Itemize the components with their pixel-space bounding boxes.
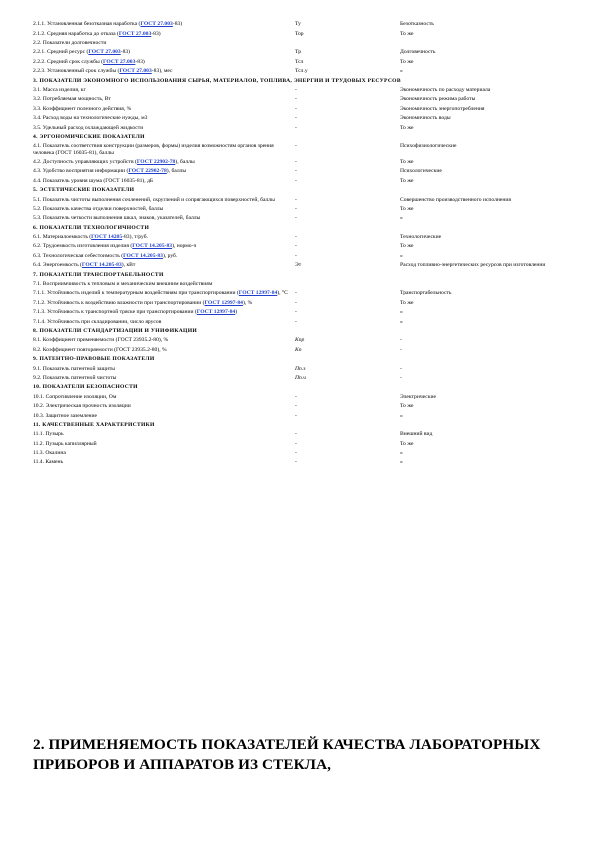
table-row (33, 205, 563, 214)
indicator-symbol: - (295, 96, 297, 103)
indicator-symbol: - (295, 215, 297, 222)
property-characteristic: Психологические (400, 168, 442, 175)
table-row (33, 167, 563, 176)
indicator-text: 11.2. Пузырь капиллярный (33, 440, 97, 447)
table-row (33, 392, 563, 401)
indicator-text: 3.3. Коэффициент полезного действия, % (33, 105, 132, 112)
indicator-text: 11.3. Окалина (33, 450, 66, 457)
indicator-symbol: - (295, 252, 297, 259)
table-row (33, 123, 563, 132)
gost-link[interactable]: ГОСТ 14.205-83 (123, 252, 163, 259)
property-characteristic: » (400, 215, 403, 222)
indicator-name (33, 458, 295, 467)
indicator-name (33, 123, 295, 132)
indicator-text: 9.2. Показатель патентной чистоты (33, 374, 117, 381)
indicator-text: 4.3. Удобство восприятия информации ( (33, 168, 129, 175)
indicator-symbol: Кпр (295, 337, 305, 344)
property-characteristic: Долговечность (400, 49, 436, 56)
indicator-text: 10.2. Электрическая прочность изоляции (33, 403, 131, 410)
indicator-name (33, 252, 295, 261)
indicator-text-suffix: ), °С (277, 290, 288, 297)
indicator-text: 7. ПОКАЗАТЕЛИ ТРАНСПОРТАБЕЛЬНОСТИ (33, 271, 164, 278)
table-row (33, 261, 563, 270)
section-title (33, 383, 563, 392)
property-characteristic: Психофизиологические (400, 143, 457, 150)
property-characteristic: Внешний вид (400, 431, 433, 438)
indicator-text: 9.1. Показатель патентной защиты (33, 365, 116, 372)
table-row (33, 105, 563, 114)
gost-link[interactable]: ГОСТ 14.205-83 (81, 262, 122, 269)
property-characteristic: Совершенство производственного исполнения (400, 196, 511, 203)
indicator-name (33, 29, 295, 38)
table-row (33, 308, 563, 317)
indicator-text: 5.2. Показатель качества отделки поверхностей, баллы (33, 205, 164, 212)
table-row (33, 411, 563, 420)
property-characteristic: То же (400, 205, 414, 212)
indicator-name (33, 20, 295, 29)
indicator-symbol: - (295, 143, 297, 150)
table-row (33, 142, 563, 158)
table-row (33, 289, 563, 298)
indicator-symbol (295, 280, 400, 289)
indicator-symbol: - (295, 243, 297, 250)
indicator-symbol: - (295, 299, 297, 306)
indicator-name (33, 39, 295, 48)
table-row (33, 20, 563, 29)
indicator-name (33, 214, 295, 223)
property-characteristic (400, 280, 563, 289)
property-characteristic: » (400, 459, 403, 466)
indicator-text-suffix: ), кВт (121, 262, 136, 269)
table-row (33, 449, 563, 458)
indicator-name (33, 95, 295, 104)
table-row (33, 48, 563, 57)
property-characteristic: - (400, 346, 402, 353)
indicator-name (33, 439, 295, 448)
property-characteristic: То же (400, 158, 414, 165)
indicator-text: 7.1.3. Устойчивость к транспортной тряске при транспортировании ( (33, 309, 197, 316)
property-characteristic: - (400, 365, 402, 372)
table-row (33, 233, 563, 242)
document-body (33, 20, 563, 468)
indicator-symbol: - (295, 168, 297, 175)
indicator-text: 6. ПОКАЗАТЕЛИ ТЕХНОЛОГИЧНОСТИ (33, 224, 150, 231)
table-row (33, 336, 563, 345)
property-characteristic: То же (400, 58, 414, 65)
indicator-text: 6.2. Трудоемкость изготовления изделия ( (33, 243, 133, 250)
indicator-symbol: Пп.з (295, 365, 306, 372)
gost-link[interactable]: ГОСТ 27.003 (103, 58, 136, 65)
table-row (33, 374, 563, 383)
property-characteristic: То же (400, 403, 414, 410)
section-header-row (33, 186, 563, 195)
indicator-name (33, 67, 295, 76)
indicator-text: 10.1. Сопротивление изоляции, Ом (33, 393, 117, 400)
indicator-name (33, 176, 295, 185)
indicator-text: 7.1. Восприимчивость к тепловым и механическим внешним воздействиям (33, 281, 213, 288)
indicator-text: 11.4. Камень (33, 459, 64, 466)
indicator-symbol (295, 39, 400, 48)
indicator-symbol: - (295, 450, 297, 457)
indicator-symbol: Пп.ч (295, 374, 306, 381)
indicator-name (33, 374, 295, 383)
indicator-name (33, 345, 295, 354)
indicator-name (33, 158, 295, 167)
indicator-symbol: Тор (295, 30, 304, 37)
indicator-name (33, 299, 295, 308)
gost-link[interactable]: ГОСТ 14205 (91, 234, 123, 241)
table-row (33, 58, 563, 67)
indicator-name (33, 114, 295, 123)
table-row (33, 280, 563, 289)
indicator-text: 4. ЭРГОНОМИЧЕСКИЕ ПОКАЗАТЕЛИ (33, 133, 145, 140)
indicator-text: 11.1. Пузырь (33, 431, 64, 438)
section-title (33, 421, 563, 430)
indicator-name (33, 336, 295, 345)
indicator-symbol: Ту (295, 21, 301, 28)
indicator-text: 6.1. Материалоемкость ( (33, 234, 92, 241)
table-row (33, 214, 563, 223)
table-row (33, 252, 563, 261)
property-characteristic: » (400, 68, 403, 75)
indicator-symbol: - (295, 115, 297, 122)
indicator-text: 6.3. Технологическая себестоимость ( (33, 252, 124, 259)
indicator-text-suffix: -83) (135, 58, 145, 65)
indicator-symbol: - (295, 158, 297, 165)
indicator-text: 11. КАЧЕСТВЕННЫЕ ХАРАКТЕРИСТИКИ (33, 421, 155, 428)
indicator-text: 2.1.2. Средняя наработка до отказа ( (33, 30, 119, 37)
property-characteristic: - (400, 374, 402, 381)
section-title (33, 270, 563, 279)
property-characteristic: То же (400, 440, 414, 447)
section-title (33, 223, 563, 232)
property-characteristic: » (400, 309, 403, 316)
indicator-text-suffix: ), % (242, 299, 253, 306)
section-header-row (33, 76, 563, 85)
property-characteristic: Электрические (400, 393, 436, 400)
indicator-symbol: Кп (295, 346, 302, 353)
indicator-name (33, 280, 295, 289)
gost-link[interactable]: ГОСТ 22902-78 (136, 158, 176, 165)
property-characteristic: Экономичность режима работы (400, 96, 476, 103)
indicator-symbol: - (295, 431, 297, 438)
indicator-text-suffix: ), руб. (162, 252, 178, 259)
property-characteristic: Экономичность воды (400, 115, 451, 122)
indicator-text-suffix: ), нормо-ч (172, 243, 197, 250)
table-row (33, 176, 563, 185)
indicator-symbol: - (295, 440, 297, 447)
indicator-name (33, 430, 295, 439)
table-row (33, 95, 563, 104)
table-row (33, 39, 563, 48)
property-characteristic: » (400, 252, 403, 259)
indicator-text: 7.1.4. Устойчивость при складировании, число ярусов (33, 318, 162, 325)
indicator-text-suffix: -83), т/руб. (122, 234, 148, 241)
indicator-text: 8. ПОКАЗАТЕЛИ СТАНДАРТИЗАЦИИ И УНИФИКАЦИИ (33, 328, 197, 334)
table-row (33, 458, 563, 467)
indicator-text: 7.1.2. Устойчивость к воздействию влажности при транспортировании ( (33, 299, 205, 306)
indicator-text: 9. ПАТЕНТНО-ПРАВОВЫЕ ПОКАЗАТЕЛИ (33, 356, 155, 363)
indicator-symbol: - (295, 87, 297, 94)
indicator-symbol: - (295, 318, 297, 325)
property-characteristic: » (400, 450, 403, 457)
gost-link[interactable]: ГОСТ 12997-84 (204, 299, 243, 306)
indicator-text: 2.1.1. Установленная безотказная наработка ( (33, 21, 141, 28)
indicator-symbol: - (295, 290, 297, 297)
section-header-row (33, 223, 563, 232)
indicator-name (33, 392, 295, 401)
indicator-text-suffix: ), баллы (166, 168, 187, 175)
indicator-name (33, 58, 295, 67)
indicator-text: 2.2. Показатели долговечности (33, 40, 107, 47)
indicator-text: 7.1.1. Устойчивость изделий к температурным воздействиям при транспортировании ( (33, 290, 239, 297)
indicator-name (33, 105, 295, 114)
indicator-symbol: - (295, 234, 297, 241)
indicator-symbol: - (295, 124, 297, 131)
indicator-name (33, 242, 295, 251)
indicator-name (33, 317, 295, 326)
indicator-symbol: - (295, 459, 297, 466)
indicator-symbol: - (295, 177, 297, 184)
indicator-text: 3.2. Потребляемая мощность, Вт (33, 96, 111, 103)
section-title (33, 327, 563, 336)
table-row (33, 317, 563, 326)
indicator-text: 10.3. Защитное заземление (33, 412, 98, 419)
property-characteristic: » (400, 412, 403, 419)
gost-link[interactable]: ГОСТ 27.003 (118, 30, 152, 37)
table-row (33, 430, 563, 439)
section-header-row (33, 383, 563, 392)
table-row (33, 402, 563, 411)
indicator-symbol: - (295, 393, 297, 400)
section-heading: 2. ПРИМЕНЯЕМОСТЬ ПОКАЗАТЕЛЕЙ КАЧЕСТВА ЛАБОРАТОРНЫХ ПРИБОРОВ И АППАРАТОВ ИЗ СТЕКЛА, (33, 736, 541, 773)
table-row (33, 67, 563, 76)
indicator-text: 8.1. Коэффициент применяемости (ГОСТ 23935.2-80), % (33, 337, 169, 344)
property-characteristic: Экономичность по расходу материала (400, 87, 491, 94)
section-title (33, 76, 563, 85)
indicator-symbol: - (295, 309, 297, 316)
property-characteristic: То же (400, 177, 414, 184)
property-characteristic: Экономичность энергопотребления (400, 105, 485, 112)
indicator-name (33, 195, 295, 204)
table-row (33, 114, 563, 123)
table-row (33, 345, 563, 354)
property-characteristic: Расход топливно-энергетических ресурсов при изготовлении (400, 262, 546, 269)
section-header-row (33, 327, 563, 336)
indicator-text: 2.2.2. Средний срок службы ( (33, 58, 103, 65)
indicator-name (33, 261, 295, 270)
indicator-text: 5.3. Показатель четкости выполнения шкал, знаков, указателей, баллы (33, 215, 201, 222)
indicator-symbol: - (295, 205, 297, 212)
indicator-text: 4.1. Показатель соответствия конструкции (размеров, формы) изделия возможностям органов зрения человека (ГОСТ 16035-81), баллы (33, 143, 274, 156)
indicator-text: 10. ПОКАЗАТЕЛИ БЕЗОПАСНОСТИ (33, 384, 138, 391)
gost-link[interactable]: ГОСТ 27.003 (88, 49, 121, 56)
property-characteristic: То же (400, 30, 414, 37)
gost-link[interactable]: ГОСТ 12997-84 (196, 309, 236, 316)
indicator-text: 2.2.1. Средний ресурс ( (33, 49, 89, 56)
indicator-text: 3.4. Расход воды на технологические нужды, м3 (33, 115, 148, 122)
indicator-text: 8.2. Коэффициент повторяемости (ГОСТ 23935.2-80), % (33, 346, 167, 353)
indicator-symbol: - (295, 412, 297, 419)
indicator-name (33, 308, 295, 317)
table-row (33, 439, 563, 448)
indicator-text: 3.1. Масса изделия, кг (33, 87, 86, 94)
property-characteristic: Транспортабельность (400, 290, 452, 297)
property-characteristic: То же (400, 124, 414, 131)
indicator-name (33, 142, 295, 158)
property-characteristic: Технологические (400, 234, 442, 241)
table-body (33, 20, 563, 468)
indicator-text: 3. ПОКАЗАТЕЛИ ЭКОНОМНОГО ИСПОЛЬЗОВАНИЯ СЫРЬЯ, МАТЕРИАЛОВ, ТОПЛИВА, ЭНЕРГИИ И ТРУДОВЫХ РЕСУРСОВ (33, 77, 401, 84)
indicator-text-suffix: -83) (120, 49, 131, 56)
indicator-text: 2.2.3. Установленный срок службы ( (33, 68, 120, 75)
section-header-row (33, 270, 563, 279)
indicator-text-suffix: -83), мес (151, 68, 173, 75)
table-row (33, 86, 563, 95)
indicator-text-suffix: ), баллы (175, 158, 195, 165)
indicator-name (33, 205, 295, 214)
section-title (33, 186, 563, 195)
gost-link[interactable]: ГОСТ 27.003 (140, 21, 173, 28)
indicator-symbol: Тсл (295, 58, 304, 65)
indicator-name (33, 364, 295, 373)
indicator-name (33, 289, 295, 298)
indicator-text: 5.1. Показатель чистоты выполнения сочленений, скруглений и сопрягающихся поверхностей, баллы (33, 196, 275, 203)
property-characteristic: То же (400, 299, 414, 306)
indicator-symbol: Тр (295, 49, 302, 56)
indicator-symbol: Тсл.у (295, 68, 308, 75)
indicator-text: 3.5. Удельный расход охлаждающей жидкости (33, 124, 144, 131)
table-row (33, 242, 563, 251)
indicator-symbol: - (295, 403, 297, 410)
indicator-text: 6.4. Энергоемкость ( (33, 262, 82, 269)
indicator-text: 5. ЭСТЕТИЧЕСКИЕ ПОКАЗАТЕЛИ (33, 187, 135, 194)
gost-link[interactable]: ГОСТ 22902-78 (128, 168, 167, 175)
gost-link[interactable]: ГОСТ 14.205-83 (132, 243, 173, 250)
property-characteristic: - (400, 337, 402, 344)
property-characteristic: » (400, 318, 403, 325)
table-row (33, 158, 563, 167)
indicator-name (33, 402, 295, 411)
indicator-name (33, 411, 295, 420)
indicator-text: 4.4. Показатель уровня шума (ГОСТ 16035-81), дБ (33, 177, 154, 184)
indicator-text-suffix: ) (235, 309, 238, 316)
indicator-name (33, 167, 295, 176)
indicator-name (33, 233, 295, 242)
section-title (33, 133, 563, 142)
gost-link[interactable]: ГОСТ 27.003 (119, 68, 152, 75)
indicator-symbol: - (295, 105, 297, 112)
property-characteristic (400, 39, 563, 48)
table-row (33, 364, 563, 373)
property-characteristic: Безотказность (400, 21, 434, 28)
indicator-text: 4.2. Доступность управляющих устройств ( (33, 158, 137, 165)
section-header-row (33, 421, 563, 430)
indicator-symbol: - (295, 196, 297, 203)
section-title (33, 355, 563, 364)
section-header-row (33, 133, 563, 142)
quality-indicators-table (33, 20, 563, 468)
indicator-text-suffix: -83) (151, 30, 161, 37)
property-characteristic: То же (400, 243, 414, 250)
section-header-row (33, 355, 563, 364)
gost-link[interactable]: ГОСТ 12997-84 (238, 290, 278, 297)
indicator-symbol: Эт (295, 262, 302, 269)
indicator-name (33, 449, 295, 458)
table-row (33, 299, 563, 308)
indicator-text-suffix: -83) (172, 21, 183, 28)
table-row (33, 195, 563, 204)
indicator-name (33, 86, 295, 95)
indicator-name (33, 48, 295, 57)
table-row (33, 29, 563, 38)
